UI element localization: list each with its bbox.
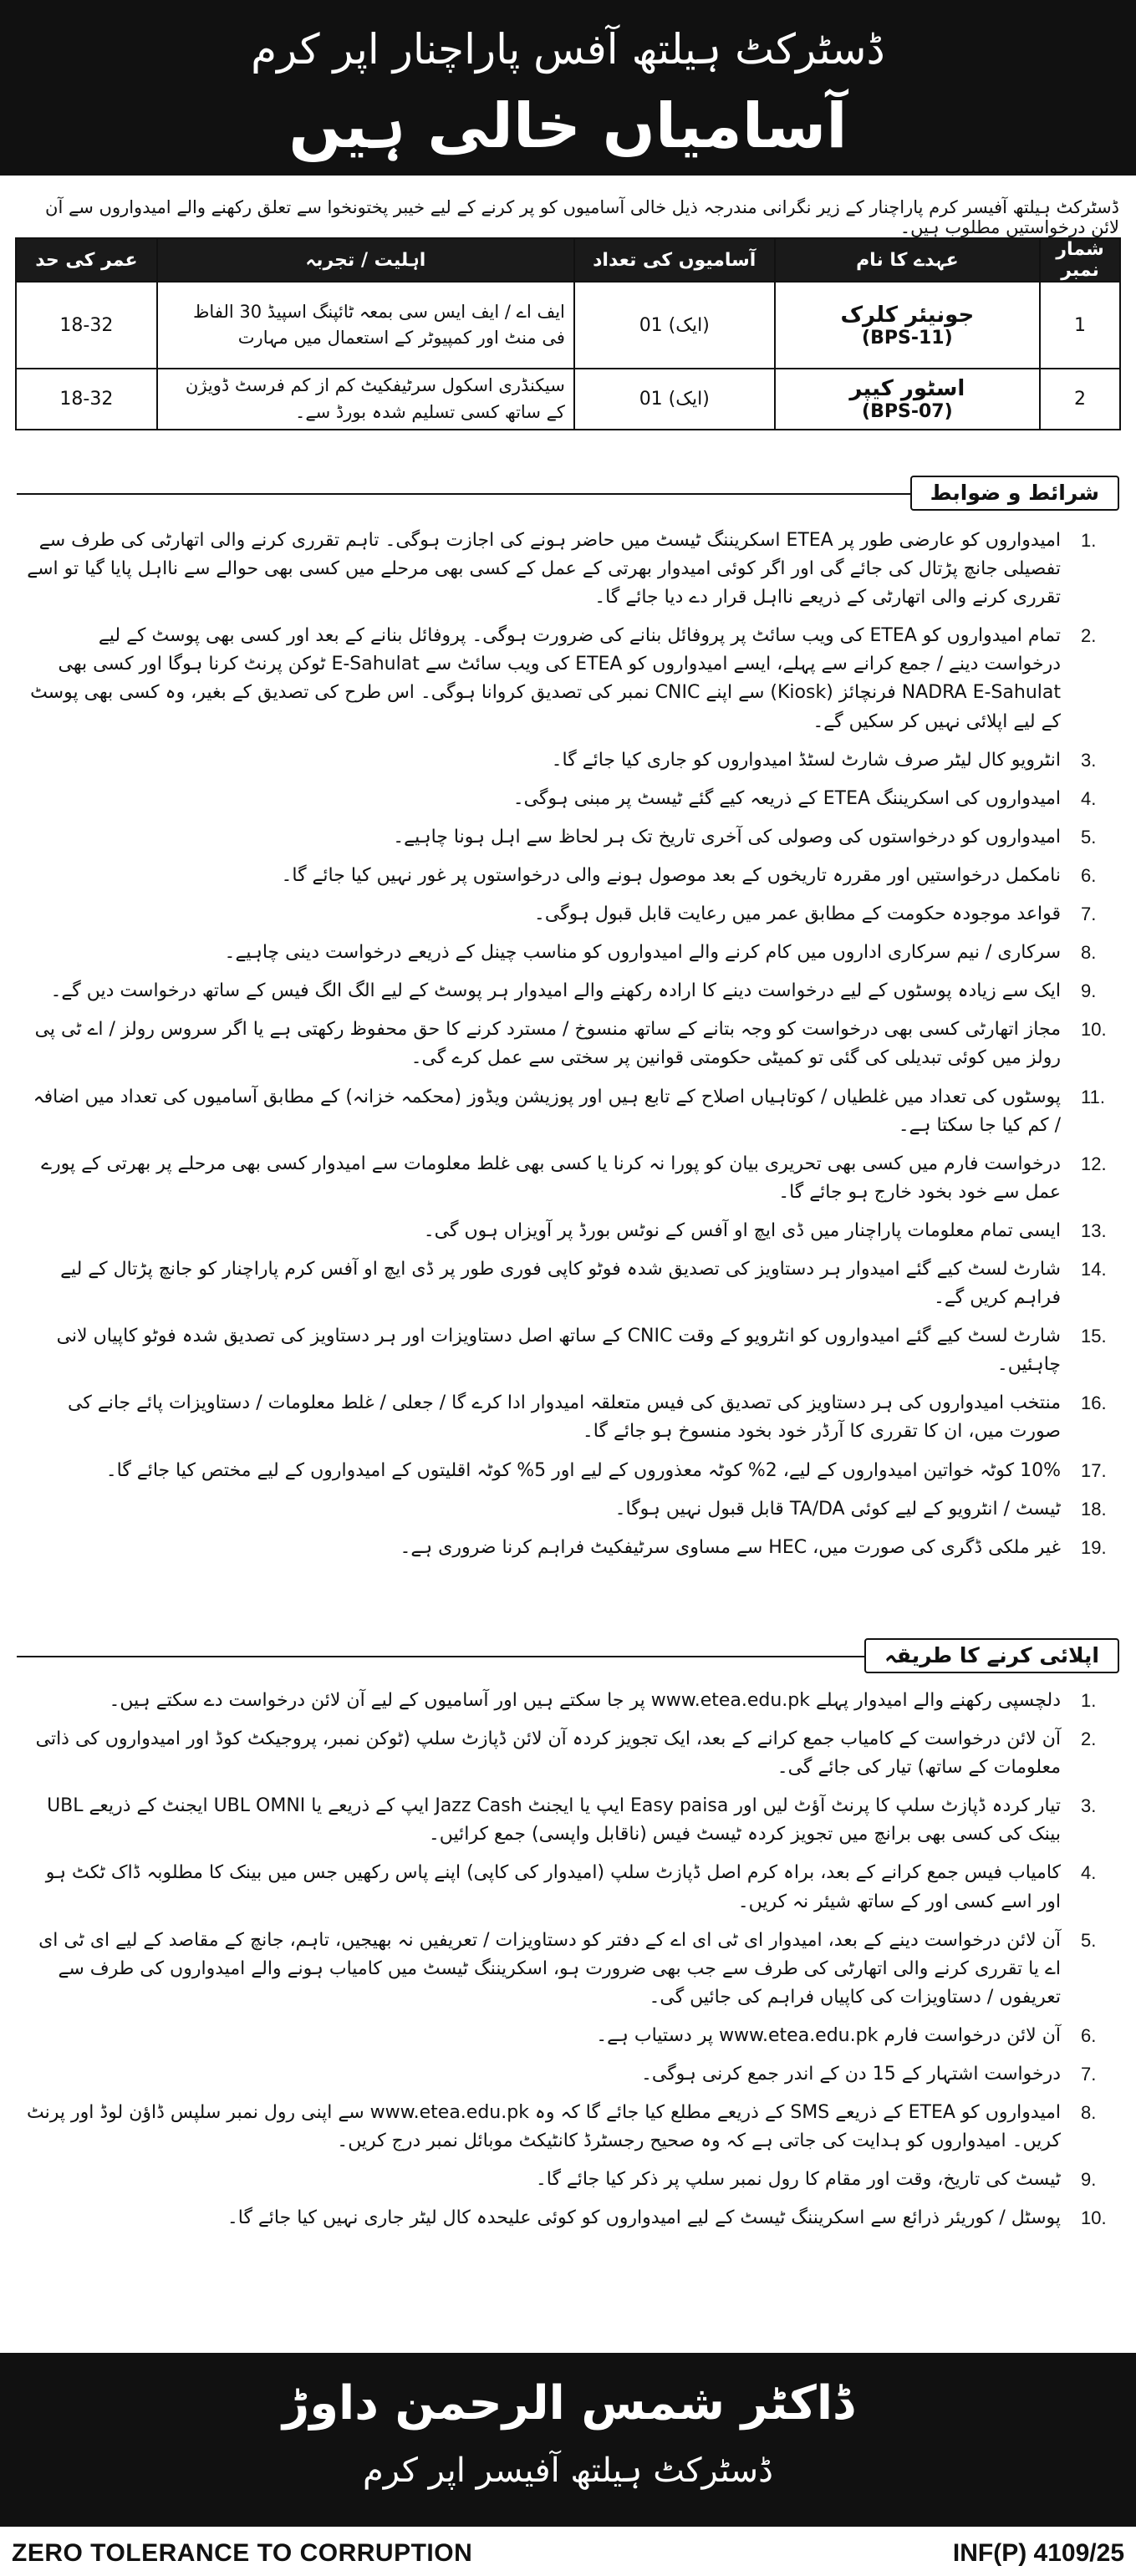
cell-post <box>775 369 1041 430</box>
cell-count: (ایک) 01 <box>574 369 775 430</box>
header-count: آسامیوں کی تعداد <box>574 238 775 282</box>
header-banner <box>0 0 1136 176</box>
signature-block <box>0 2353 1136 2527</box>
item-number: 8. <box>1081 2102 1097 2124</box>
item-number: 3. <box>1081 1795 1097 1817</box>
item-text: آن لائن درخواست کے کامیاب جمع کرانے کے بعد، ایک تجویز کردہ آن لائن ڈپازٹ سلپ (ٹوکن نمبر، پروجیکٹ کوڈ اور امیدواروں کی ذاتی معلومات کے ساتھ) تیار کی جائے گی۔ <box>35 1728 1061 1779</box>
item-text: کامیاب فیس جمع کرانے کے بعد، براہ کرم اصل ڈپازٹ سلپ (امیدوار کی کاپی) اپنے پاس رکھیں جس میں بینک کا مطلوبہ ڈاک ٹکٹ ہو اور اسے کسی اور کے ساتھ شیئر نہ کریں۔ <box>45 1862 1061 1912</box>
reference-number: INF(P) 4109/25 <box>952 2539 1124 2567</box>
table-header-row <box>16 238 1120 282</box>
terms-list <box>20 527 1119 1572</box>
cell-sno: 1 <box>1040 282 1120 369</box>
item-text: انٹرویو کال لیٹر صرف شارٹ لسٹڈ امیدواروں کو جاری کیا جائے گا۔ <box>551 749 1061 771</box>
page-title: آسامیاں خالی ہیں <box>288 90 848 162</box>
footer <box>0 2529 1136 2576</box>
list-item <box>20 2060 1119 2089</box>
item-number: 13. <box>1081 1219 1107 1241</box>
item-text: امیدواروں کی اسکریننگ ETEA کے ذریعہ کیے گئے ٹیسٹ پر مبنی ہوگی۔ <box>512 787 1061 809</box>
item-text: مجاز اتھارٹی کسی بھی درخواست کو وجہ بتانے کے ساتھ منسوخ / مسترد کرنے کا حق محفوظ رکھتی ہے یا اگر سروس رولز / اے ٹی پی رولز میں کوئی تبدیلی کی گئی تو کمیٹی حکومتی قوانین پر سختی سے عمل کرے گی۔ <box>34 1019 1061 1069</box>
item-number: 3. <box>1081 749 1097 771</box>
list-item <box>20 977 1119 1005</box>
cell-age: 18-32 <box>16 282 157 369</box>
officer-designation: ڈسٹرکٹ ہیلتھ آفیسر اپر کرم <box>363 2451 773 2490</box>
list-item <box>20 1389 1119 1446</box>
list-item <box>20 1322 1119 1379</box>
item-number: 5. <box>1081 826 1097 848</box>
list-item <box>20 622 1119 736</box>
item-text: امیدواروں کو عارضی طور پر ETEA اسکریننگ ٹیسٹ میں حاضر ہونے کی اجازت ہوگی۔ تاہم تقرری کرنے والی اتھارٹی کی طرف سے تفصیلی جانچ پڑتال کی جائے گی اور اگر کوئی امیدوار بھرتی کے عمل کے کسی بھی مرحلے میں کسی بھی حوالے سے نااہل پایا گیا تو اسے تقرری کرنے والی اتھارٹی کے ذریعے نااہل قرار دے دیا جائے گا۔ <box>27 530 1061 608</box>
list-item <box>20 1150 1119 1207</box>
terms-heading: شرائط و ضوابط <box>910 476 1119 511</box>
item-number: 12. <box>1081 1153 1107 1174</box>
header-qualification: اہلیت / تجربہ <box>157 238 574 282</box>
item-text: درخواست فارم میں کسی بھی تحریری بیان کو پورا نہ کرنا یا کسی بھی غلط معلومات سے امیدوار کسی بھی مرحلے پر بھرتی کے پورے عمل سے خود بخود خارج ہو جائے گا۔ <box>41 1153 1061 1203</box>
item-number: 9. <box>1081 980 1097 1002</box>
item-number: 19. <box>1081 1536 1107 1558</box>
list-item <box>20 785 1119 813</box>
list-item <box>20 1859 1119 1916</box>
item-text: ٹیسٹ کی تاریخ، وقت اور مقام کا رول نمبر سلپ پر ذکر کیا جائے گا۔ <box>535 2169 1061 2191</box>
item-text: شارٹ لسٹ کیے گئے امیدوار ہر دستاویز کی تصدیق شدہ فوٹو کاپی فوری طور پر ڈی ایچ او آفس کرم پاراچنار کو جانچ پڑتال کے لیے فراہم کریں گے۔ <box>60 1258 1061 1309</box>
anti-corruption-slogan: ZERO TOLERANCE TO CORRUPTION <box>12 2539 473 2567</box>
list-item <box>20 746 1119 775</box>
list-item <box>20 1255 1119 1312</box>
item-number: 16. <box>1081 1392 1107 1414</box>
item-text: 10% کوٹہ خواتین امیدواروں کے لیے، 2% کوٹہ معذوروں کے لیے اور 5% کوٹہ اقلیتوں کے امیدواروں کے لیے مختص کیا جائے گا۔ <box>105 1459 1061 1481</box>
item-text: دلچسپی رکھنے والے امیدوار پہلے www.etea.edu.pk پر جا سکتے ہیں اور آسامیوں کے لیے آن لائن درخواست دے سکتے ہیں۔ <box>109 1690 1061 1711</box>
list-item <box>20 1495 1119 1524</box>
list-item <box>20 939 1119 967</box>
post-bps: (BPS-11) <box>862 327 953 349</box>
item-number: 6. <box>1081 2024 1097 2046</box>
item-text: امیدواروں کو درخواستوں کی وصولی کی آخری تاریخ تک ہر لحاظ سے اہل ہونا چاہیے۔ <box>393 826 1061 848</box>
item-text: شارٹ لسٹ کیے گئے امیدواروں کو انٹرویو کے وقت CNIC کے ساتھ اصل دستاویزات اور ہر دستاویز کی تصدیق شدہ فوٹو کاپیاں لانی چاہئیں۔ <box>56 1326 1061 1376</box>
office-name: ڈسٹرکٹ ہیلتھ آفس پاراچنار اپر کرم <box>251 25 885 74</box>
item-number: 9. <box>1081 2169 1097 2191</box>
list-item <box>20 1927 1119 2012</box>
cell-sno: 2 <box>1040 369 1120 430</box>
item-number: 7. <box>1081 2064 1097 2085</box>
table-row <box>16 369 1120 430</box>
item-number: 4. <box>1081 787 1097 809</box>
cell-qualification: ایف اے / ایف ایس سی بمعہ ٹائپنگ اسپیڈ 30 الفاظ فی منٹ اور کمپیوٹر کے استعمال میں مہارت <box>157 282 574 369</box>
post-name: اسٹور کیپر <box>849 376 965 401</box>
intro-text: ڈسٹرکٹ ہیلتھ آفیسر کرم پاراچنار کے زیر نگرانی مندرجہ ذیل خالی آسامیوں کو پر کرنے کے لیے خیبر پختونخوا سے تعلق رکھنے والے امیدواروں سے آن لائن درخواستیں مطلوب ہیں۔ <box>45 197 1119 237</box>
item-number: 4. <box>1081 1862 1097 1884</box>
item-text: تیار کردہ ڈپازٹ سلپ کا پرنٹ آؤٹ لیں اور Easy paisa ایپ یا ایجنٹ Jazz Cash ایپ کے ذریعے یا UBL OMNI ایجنٹ کے ذریعے UBL بینک کی کسی بھی برانچ میں تجویز کردہ ٹیسٹ فیس (ناقابل واپسی) جمع کرائیں۔ <box>47 1795 1061 1845</box>
item-text: ایسی تمام معلومات پاراچنار میں ڈی ایچ او آفس کے نوٹس بورڈ پر آویزاں ہوں گی۔ <box>423 1219 1061 1241</box>
apply-list <box>20 1687 1119 2243</box>
list-item <box>20 823 1119 852</box>
item-number: 18. <box>1081 1498 1107 1520</box>
item-text: قواعد موجودہ حکومت کے مطابق عمر میں رعایت قابل قبول ہوگی۔ <box>533 904 1061 925</box>
item-number: 7. <box>1081 904 1097 925</box>
cell-post <box>775 282 1041 369</box>
item-number: 8. <box>1081 942 1097 964</box>
item-number: 6. <box>1081 864 1097 886</box>
post-name: جونیئر کلرک <box>840 302 975 328</box>
item-number: 2. <box>1081 1728 1097 1750</box>
list-item <box>20 2204 1119 2232</box>
item-text: تمام امیدواروں کو ETEA کی ویب سائٹ پر پروفائل بنانے کی ضرورت ہوگی۔ پروفائل بنانے کے بعد اور کسی بھی پوسٹ کے لیے درخواست دینے / جمع کرانے سے پہلے، ایسے امیدواروں کو ETEA کی ویب سائٹ سے E-Sahulat ٹوکن پرنٹ کرنا ہوگا اور کسی بھی NADRA E-Sahulat فرنچائز (Kiosk) سے اپنے CNIC نمبر کی تصدیق کروانا ہوگی۔ اس طرح کی تصدیق کے بغیر، وہ کسی بھی پوسٹ کے لیے اپلائی نہیں کر سکیں گے۔ <box>30 625 1061 732</box>
list-item <box>20 1083 1119 1140</box>
item-text: ایک سے زیادہ پوسٹوں کے لیے درخواست دینے کا ارادہ رکھنے والے امیدوار ہر پوسٹ کے لیے الگ الگ فیس کے ساتھ درخواست دیں گے۔ <box>50 980 1061 1002</box>
list-item <box>20 1016 1119 1072</box>
item-text: آن لائن درخواست فارم www.etea.edu.pk پر دستیاب ہے۔ <box>596 2024 1061 2046</box>
header-post: عہدے کا نام <box>775 238 1041 282</box>
list-item <box>20 527 1119 612</box>
cell-count: (ایک) 01 <box>574 282 775 369</box>
list-item <box>20 1792 1119 1849</box>
item-text: نامکمل درخواستیں اور مقررہ تاریخوں کے بعد موصول ہونے والی درخواستوں پر غور نہیں کیا جائے گا۔ <box>281 864 1061 886</box>
item-number: 1. <box>1081 1690 1097 1711</box>
item-text: آن لائن درخواست دینے کے بعد، امیدوار ای ٹی ای اے کے دفتر کو دستاویزات / تعریفیں نہ بھیجیں، تاہم، جانچ کے مقاصد کے لیے ای ٹی ای اے یا تقرری کرنے والی اتھارٹی کی طرف سے جب بھی ضرورت ہو، اسکریننگ ٹیسٹ میں کامیاب ہونے والے امیدواروں کی طرف سے تعریفوں / دستاویزات کی کاپیاں فراہم کی جائیں گی۔ <box>38 1929 1061 2008</box>
cell-age: 18-32 <box>16 369 157 430</box>
item-number: 10. <box>1081 1019 1107 1041</box>
terms-divider <box>17 493 927 495</box>
item-text: غیر ملکی ڈگری کی صورت میں، HEC سے مساوی سرٹیفکیٹ فراہم کرنا ضروری ہے۔ <box>400 1536 1061 1558</box>
item-number: 15. <box>1081 1326 1107 1347</box>
apply-heading: اپلائی کرنے کا طریقہ <box>864 1638 1119 1673</box>
list-item <box>20 1534 1119 1562</box>
item-text: پوسٹل / کوریئر ذرائع سے اسکریننگ ٹیسٹ کے لیے امیدواروں کو کوئی علیحدہ کال لیٹر جاری نہیں کیا جائے گا۔ <box>227 2207 1061 2229</box>
list-item <box>20 1687 1119 1715</box>
header-sno: شمار نمبر <box>1040 238 1120 282</box>
item-number: 14. <box>1081 1258 1107 1280</box>
item-number: 1. <box>1081 530 1097 551</box>
cell-qualification: سیکنڈری اسکول سرٹیفکیٹ کم از کم فرسٹ ڈویژن کے ساتھ کسی تسلیم شدہ بورڈ سے۔ <box>157 369 574 430</box>
officer-name: ڈاکٹر شمس الرحمن داوڑ <box>283 2376 853 2431</box>
item-text: پوسٹوں کی تعداد میں غلطیاں / کوتاہیاں اصلاح کے تابع ہیں اور پوزیشن ویڈوز (محکمہ خزانہ) کے مطابق آسامیوں کی تعداد میں اضافہ / کم کیا جا سکتا ہے۔ <box>33 1086 1061 1136</box>
list-item <box>20 2022 1119 2050</box>
list-item <box>20 862 1119 890</box>
item-number: 2. <box>1081 625 1097 647</box>
item-text: سرکاری / نیم سرکاری اداروں میں کام کرنے والے امیدواروں کو مناسب چینل کے ذریعے درخواست دینی چاہیے۔ <box>224 942 1061 964</box>
item-number: 10. <box>1081 2207 1107 2229</box>
header-age: عمر کی حد <box>16 238 157 282</box>
item-text: ٹیسٹ / انٹرویو کے لیے کوئی TA/DA قابل قبول نہیں ہوگا۔ <box>614 1498 1061 1520</box>
item-text: منتخب امیدواروں کی ہر دستاویز کی تصدیق کی فیس متعلقہ امیدوار ادا کرے گا / جعلی / غلط معلومات / دستاویزات پائے جانے کی صورت میں، ان کا تقرری کا آرڈر خود بخود منسوخ ہو جائے گا۔ <box>68 1392 1061 1443</box>
apply-divider <box>17 1656 927 1657</box>
list-item <box>20 900 1119 929</box>
item-number: 17. <box>1081 1459 1107 1481</box>
list-item <box>20 1725 1119 1782</box>
list-item <box>20 1217 1119 1245</box>
list-item <box>20 2099 1119 2156</box>
item-text: درخواست اشتہار کے 15 دن کے اندر جمع کرنی ہوگی۔ <box>640 2064 1061 2085</box>
item-number: 5. <box>1081 1929 1097 1951</box>
posts-table <box>15 237 1121 430</box>
list-item <box>20 1457 1119 1485</box>
list-item <box>20 2166 1119 2194</box>
table-row <box>16 282 1120 369</box>
post-bps: (BPS-07) <box>862 401 953 422</box>
item-text: امیدواروں کو ETEA کے ذریعے SMS کے ذریعے مطلع کیا جائے گا کہ وہ www.etea.edu.pk سے اپنی رول نمبر سلپس ڈاؤن لوڈ اور پرنٹ کریں۔ امیدواروں کو ہدایت کی جاتی ہے کہ وہ صحیح رجسٹرڈ کانٹیکٹ موبائل نمبر درج کریں۔ <box>27 2102 1061 2152</box>
item-number: 11. <box>1081 1086 1105 1107</box>
